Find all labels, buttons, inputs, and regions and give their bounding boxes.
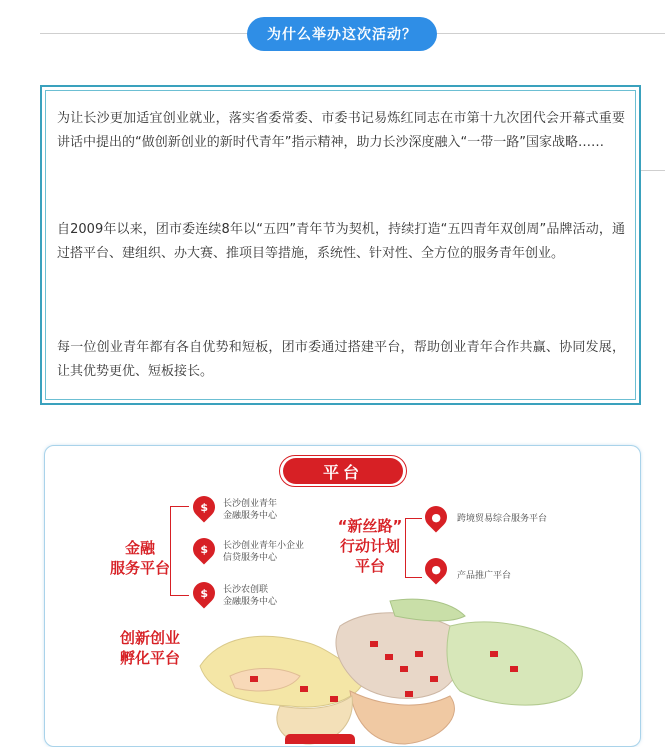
map-marker xyxy=(370,641,378,647)
platform-banner-label: 平台 xyxy=(322,462,363,482)
silk-road-item-2-pin xyxy=(420,553,451,584)
finance-label-line2: 服务平台 xyxy=(109,559,170,577)
silk-road-bracket xyxy=(405,518,422,578)
intro-paragraph-2: 自2009年以来，团市委连续8年以“五四”青年节为契机，持续打造“五四青年双创周”品牌活动，通过搭平台、建组织、办大赛、推项目等措施，系统性、针对性、全方位的服务青年创业。 xyxy=(57,222,625,261)
map-marker xyxy=(415,651,423,657)
side-rule-right xyxy=(641,170,665,171)
section-title: 为什么举办这次活动？ xyxy=(267,27,417,43)
finance-item-2-pin xyxy=(188,533,219,564)
intro-paragraph-3: 每一位创业青年都有各自优势和短板，团市委通过搭建平台，帮助创业青年合作共赢、协同发展，让其优势更优、短板接长。 xyxy=(57,340,625,379)
silk-road-label-line1: “新丝路” xyxy=(337,517,403,535)
changsha-region-map xyxy=(190,596,610,746)
finance-bracket xyxy=(170,506,189,596)
silk-road-label-line2: 行动计划 xyxy=(339,537,400,555)
next-section-banner-edge xyxy=(285,734,355,744)
person-pin-icon: ● xyxy=(431,510,441,524)
finance-item-2: 长沙创业青年小企业 信贷服务中心 xyxy=(223,541,305,563)
silk-road-item-1: 跨境贸易综合服务平台 xyxy=(457,514,548,524)
map-marker xyxy=(385,654,393,660)
silk-road-item-1-pin xyxy=(420,501,451,532)
finance-item-1-pin xyxy=(188,491,219,522)
map-marker xyxy=(405,691,413,697)
dollar-pin-icon: $ xyxy=(200,586,208,600)
header-rule-right xyxy=(436,33,665,34)
incubation-platform-label xyxy=(105,628,195,668)
map-marker xyxy=(510,666,518,672)
intro-text-frame xyxy=(40,85,641,405)
dollar-pin-icon: $ xyxy=(200,500,208,514)
map-marker xyxy=(300,686,308,692)
map-marker xyxy=(330,696,338,702)
header-rule-left xyxy=(40,33,248,34)
map-marker xyxy=(400,666,408,672)
finance-item-1: 长沙创业青年 金融服务中心 xyxy=(223,499,278,521)
incubation-label-line1: 创新创业 xyxy=(119,629,180,647)
map-marker xyxy=(250,676,258,682)
silk-road-label-line3: 平台 xyxy=(354,557,385,575)
map-marker xyxy=(490,651,498,657)
map-region-north xyxy=(390,599,465,621)
finance-item-3: 长沙农创联 金融服务中心 xyxy=(223,585,278,607)
section-title-pill xyxy=(247,17,437,51)
person-pin-icon: ● xyxy=(431,562,441,576)
finance-platform-label xyxy=(100,538,180,578)
silk-road-platform-label xyxy=(325,516,415,576)
platform-infographic xyxy=(44,445,641,747)
incubation-label-line2: 孵化平台 xyxy=(119,649,180,667)
intro-paragraph-1: 为让长沙更加适宜创业就业，落实省委常委、市委书记易炼红同志在市第十九次团代会开幕式重要讲话中提出的“做创新创业的新时代青年”指示精神，助力长沙深度融入“一带一路”国家战略…… xyxy=(57,111,625,150)
finance-label-line1: 金融 xyxy=(124,539,155,557)
map-region-south xyxy=(350,691,454,744)
map-region-east xyxy=(447,622,582,705)
dollar-pin-icon: $ xyxy=(200,542,208,556)
platform-banner xyxy=(283,458,403,484)
map-marker xyxy=(430,676,438,682)
silk-road-item-2: 产品推广平台 xyxy=(457,571,512,581)
